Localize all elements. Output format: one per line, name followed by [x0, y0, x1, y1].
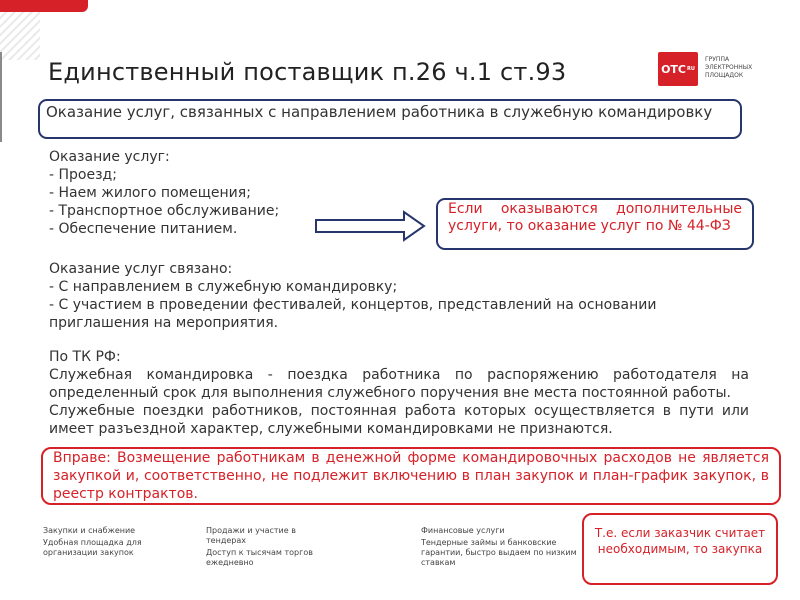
- logo-caption: [705, 56, 775, 80]
- labor-code-paragraph: Служебная командировка - поездка работника по распоряжению работодателя на определенный срок для выполнения служебного поручения вне места постоянной работы.: [49, 367, 749, 401]
- customer-callout: Т.е. если заказчик считает необходимым, то закупка: [582, 513, 778, 585]
- logo-line: ГРУППА: [705, 56, 730, 63]
- labor-code-paragraph: Служебные поездки работников, постоянная работа которых осуществляется в пути или имеет разъездной характер, служебными командировками не признаются.: [49, 403, 749, 437]
- list-item: - Транспортное обслуживание;: [49, 203, 280, 219]
- logo-line: ПЛОЩАДОК: [705, 72, 744, 79]
- subtitle-box: [38, 99, 742, 139]
- footer-sales: [206, 526, 336, 568]
- logo-mark-suffix: RU: [687, 66, 695, 72]
- otc-logo-mark: [658, 52, 698, 86]
- services-heading: Оказание услуг:: [49, 149, 170, 165]
- subtitle-text: Оказание услуг, связанных с направлением работника в служебную командировку: [46, 103, 713, 121]
- footer-procurement: [43, 526, 153, 558]
- footer-title: Закупки и снабжение: [43, 526, 136, 535]
- page-title: Единственный поставщик п.26 ч.1 ст.93: [48, 58, 567, 86]
- related-list: [49, 260, 749, 332]
- left-divider: [0, 52, 2, 142]
- list-item: - С участием в проведении фестивалей, концертов, представлений на основании приглашения на мероприятия.: [49, 297, 657, 331]
- right-arrow-icon: [314, 210, 426, 242]
- list-item: - С направлением в служебную командировку;: [49, 279, 398, 295]
- list-item: - Наем жилого помещения;: [49, 185, 251, 201]
- compensation-callout: Вправе: Возмещение работникам в денежной форме командировочных расходов не является закупкой и, соответственно, не подлежит включению в план закупок и план-график закупок, в реестр контрактов.: [41, 447, 781, 505]
- footer-desc: Тендерные займы и банковские гарантии, быстро выдаем по низким ставкам: [421, 538, 577, 567]
- footer-title: Финансовые услуги: [421, 526, 505, 535]
- labor-code-heading: По ТК РФ:: [49, 349, 121, 365]
- labor-code-section: [49, 348, 749, 438]
- footer-title: Продажи и участие в тендерах: [206, 526, 296, 545]
- extra-services-callout: Если оказываются дополнительные услуги, то оказание услуг по № 44-ФЗ: [436, 198, 754, 250]
- logo-mark-text: OTC: [661, 62, 686, 76]
- footer-desc: Доступ к тысячам торгов ежедневно: [206, 548, 313, 567]
- footer-desc: Удобная площадка для организации закупок: [43, 538, 142, 557]
- corner-accent-bar: [0, 0, 88, 12]
- logo-line: ЭЛЕКТРОННЫХ: [705, 64, 753, 71]
- list-item: - Обеспечение питанием.: [49, 221, 238, 237]
- list-item: - Проезд;: [49, 167, 117, 183]
- footer-finance: [421, 526, 581, 568]
- related-heading: Оказание услуг связано:: [49, 261, 233, 277]
